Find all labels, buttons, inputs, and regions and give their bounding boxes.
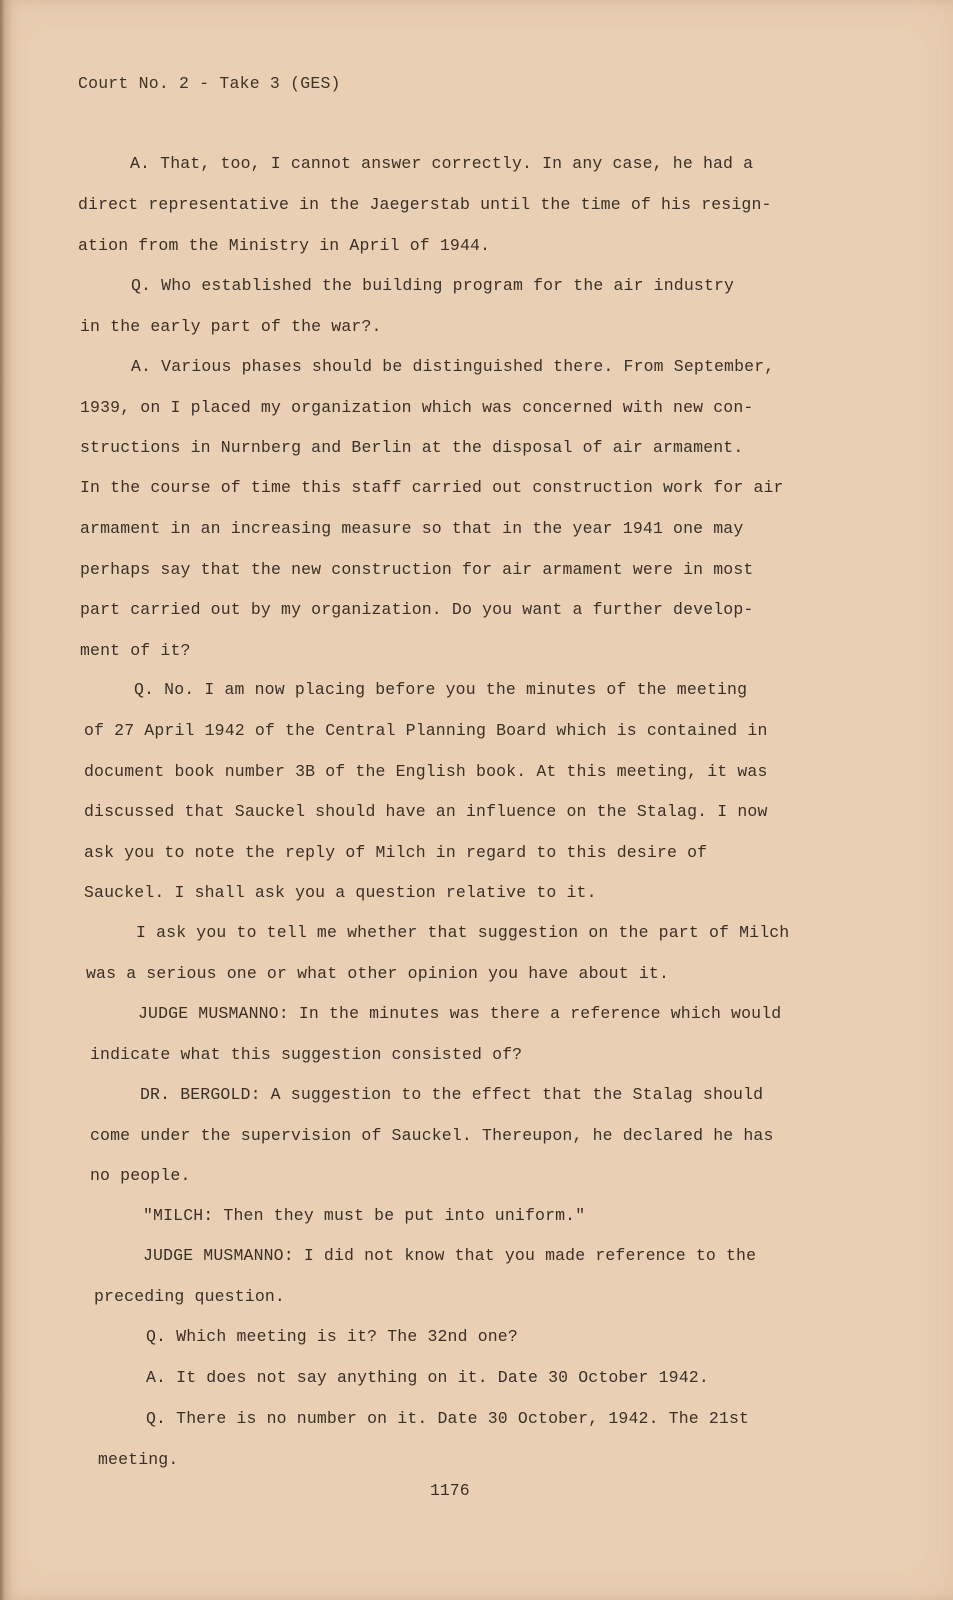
transcript-line: Q. Who established the building program for the air industry <box>131 276 735 295</box>
page-edge-shadow <box>0 0 12 1600</box>
transcript-line: part carried out by my organization. Do you want a further develop- <box>80 600 754 619</box>
transcript-line: JUDGE MUSMANNO: In the minutes was there a reference which would <box>138 1004 782 1023</box>
page-number: 1176 <box>430 1481 470 1500</box>
transcript-line: document book number 3B of the English book. At this meeting, it was <box>84 762 768 781</box>
transcript-line: Q. Which meeting is it? The 32nd one? <box>146 1327 518 1346</box>
transcript-line: I ask you to tell me whether that suggestion on the part of Milch <box>136 923 790 942</box>
transcript-line: meeting. <box>98 1450 179 1469</box>
page-header: Court No. 2 - Take 3 (GES) <box>78 74 341 93</box>
transcript-line: in the early part of the war?. <box>80 317 382 336</box>
transcript-line: 1939, on I placed my organization which was concerned with new con- <box>80 398 754 417</box>
transcript-line: of 27 April 1942 of the Central Planning Board which is contained in <box>84 721 768 740</box>
transcript-line: "MILCH: Then they must be put into uniform." <box>143 1206 586 1225</box>
transcript-line: ask you to note the reply of Milch in regard to this desire of <box>84 843 708 862</box>
transcript-line: come under the supervision of Sauckel. Thereupon, he declared he has <box>90 1126 774 1145</box>
transcript-line: ment of it? <box>80 641 191 660</box>
transcript-line: Q. There is no number on it. Date 30 October, 1942. The 21st <box>146 1409 750 1428</box>
transcript-line: preceding question. <box>94 1287 285 1306</box>
transcript-line: A. Various phases should be distinguished there. From September, <box>131 357 775 376</box>
transcript-line: discussed that Sauckel should have an influence on the Stalag. I now <box>84 802 768 821</box>
transcript-line: was a serious one or what other opinion you have about it. <box>86 964 669 983</box>
transcript-line: indicate what this suggestion consisted of? <box>90 1045 523 1064</box>
transcript-line: JUDGE MUSMANNO: I did not know that you made reference to the <box>143 1246 757 1265</box>
transcript-line: structions in Nurnberg and Berlin at the disposal of air armament. <box>80 438 744 457</box>
transcript-line: armament in an increasing measure so that in the year 1941 one may <box>80 519 744 538</box>
transcript-line: perhaps say that the new construction for air armament were in most <box>80 560 754 579</box>
transcript-line: no people. <box>90 1166 191 1185</box>
transcript-line: Sauckel. I shall ask you a question relative to it. <box>84 883 597 902</box>
transcript-line: In the course of time this staff carried out construction work for air <box>80 478 784 497</box>
transcript-line: DR. BERGOLD: A suggestion to the effect that the Stalag should <box>140 1085 764 1104</box>
transcript-line: direct representative in the Jaegerstab until the time of his resign- <box>78 195 772 214</box>
transcript-line: A. It does not say anything on it. Date 30 October 1942. <box>146 1368 709 1387</box>
transcript-line: Q. No. I am now placing before you the minutes of the meeting <box>134 680 748 699</box>
transcript-line: ation from the Ministry in April of 1944. <box>78 236 491 255</box>
transcript-line: A. That, too, I cannot answer correctly. In any case, he had a <box>130 154 754 173</box>
